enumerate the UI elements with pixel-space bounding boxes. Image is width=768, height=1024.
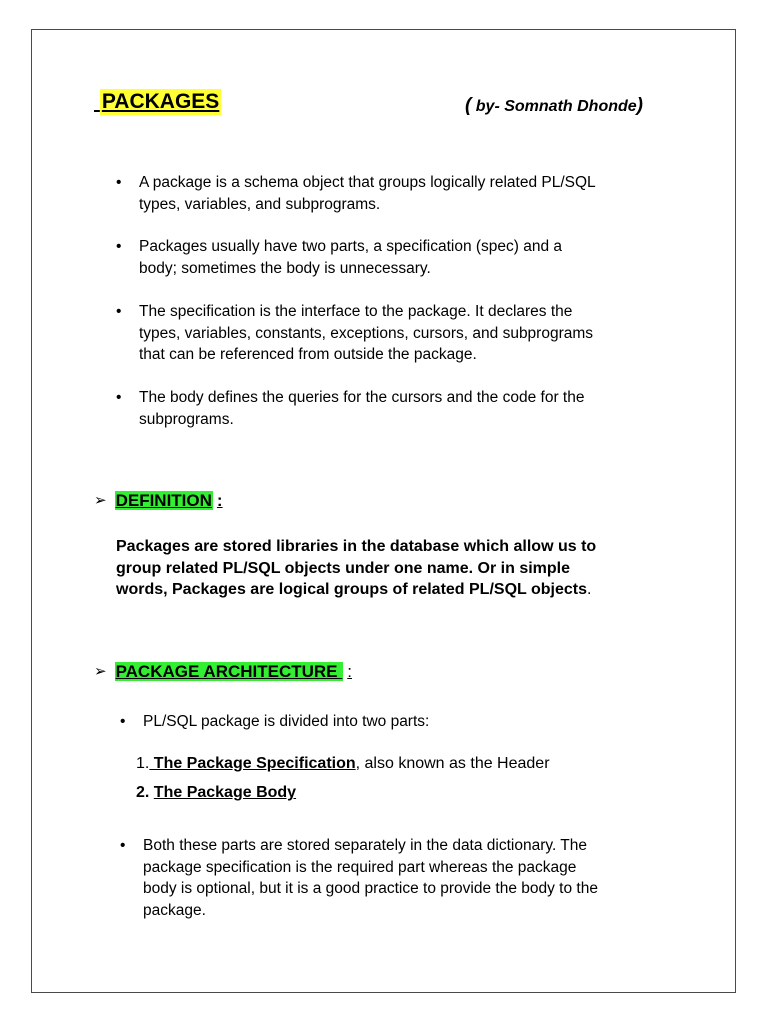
arrow-bullet-icon: ➢	[94, 492, 107, 509]
arrow-bullet-icon: ➢	[94, 663, 107, 680]
list-item-body: 2. The Package Body	[136, 784, 297, 801]
bullet-dot: •	[120, 837, 126, 854]
bullet-dot: •	[116, 303, 122, 320]
definition-heading: ➢ DEFINITION :	[94, 491, 223, 510]
author-credit: ( by- Somnath Dhonde)	[465, 95, 643, 116]
architecture-heading: ➢ PACKAGE ARCHITECTURE :	[94, 662, 352, 681]
bullet-dot: •	[120, 713, 126, 730]
bullet-dot: •	[116, 389, 122, 406]
bullet-dot: •	[116, 174, 122, 191]
bullet-dot: •	[116, 238, 122, 255]
list-item-spec: 1. The Package Specification, also known as the Header	[136, 755, 550, 772]
definition-text: Packages are stored libraries in the database which allow us to group related PL/SQL objects under one name. Or in simple words, Packages are logical groups of related PL/SQL objects.	[116, 538, 597, 598]
page-title: PACKAGES	[101, 90, 220, 113]
